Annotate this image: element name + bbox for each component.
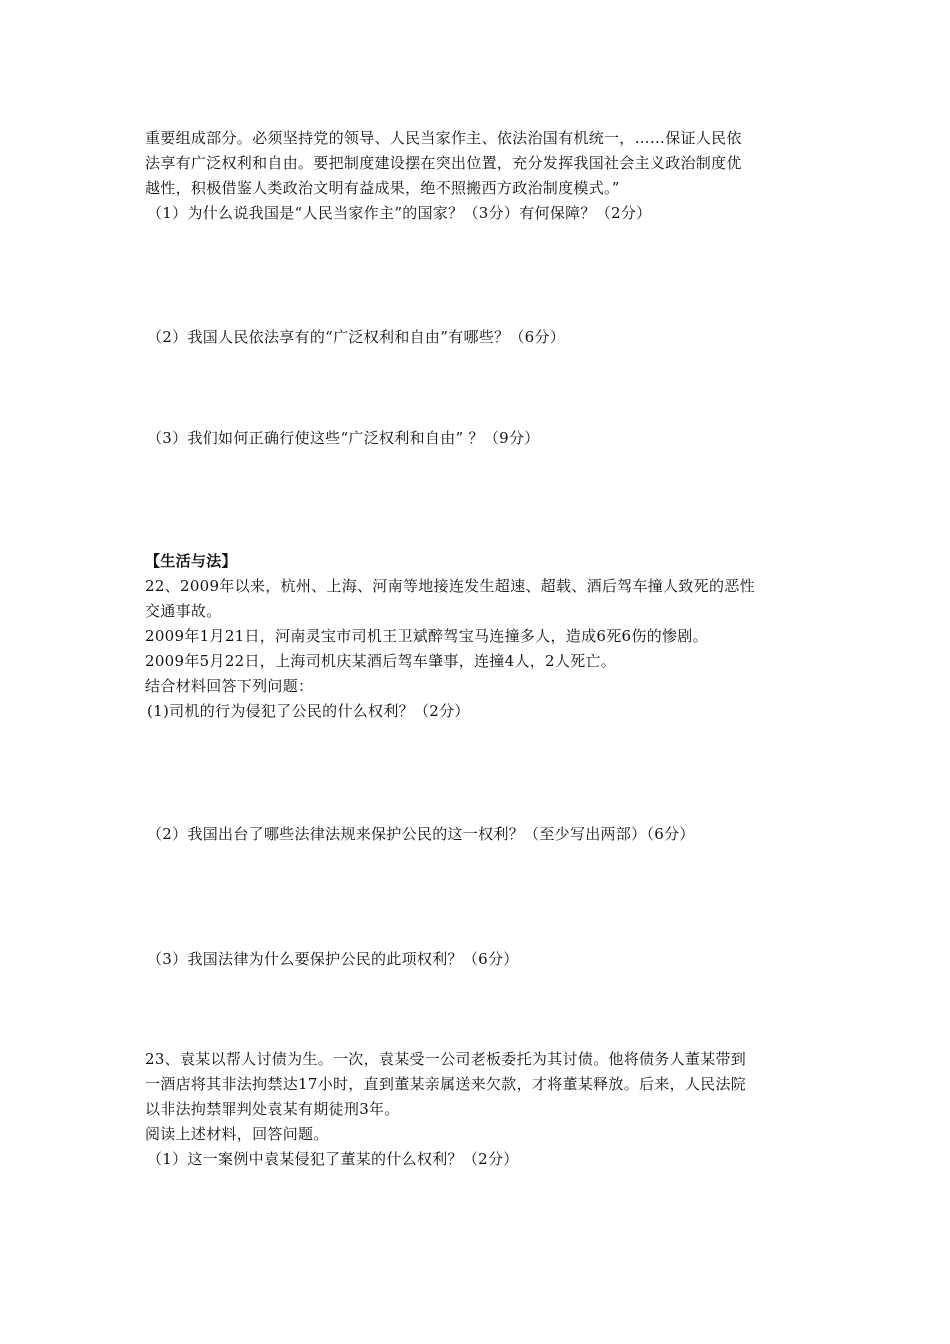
- q23-material-line-2: 一酒店将其非法拘禁达17小时，直到董某亲属送来欠款，才将董某释放。后来，人民法院: [145, 1075, 747, 1093]
- q21-sub1: （1）为什么说我国是“人民当家作主”的国家？（3分）有何保障？（2分）: [147, 204, 652, 222]
- q22-material-line-2: 交通事故。: [145, 602, 222, 620]
- q22-sub1: (1)司机的行为侵犯了公民的什么权利？（2分）: [147, 702, 470, 720]
- q23-material-line-4: 阅读上述材料，回答问题。: [145, 1125, 329, 1143]
- q23-material-line-3: 以非法拘禁罪判处袁某有期徒刑3年。: [145, 1100, 400, 1118]
- passage-line-1: 重要组成部分。必须坚持党的领导、人民当家作主、依法治国有机统一，……保证人民依: [145, 129, 742, 147]
- q22-material-line-1: 22、2009年以来，杭州、上海、河南等地接连发生超速、超载、酒后驾车撞人致死的恶性: [145, 577, 755, 595]
- q22-material-line-3: 2009年1月21日，河南灵宝市司机王卫斌醉驾宝马连撞多人，造成6死6伤的惨剧。: [145, 627, 708, 645]
- q22-material-line-5: 结合材料回答下列问题：: [145, 677, 314, 695]
- section-heading: 【生活与法】: [145, 552, 237, 570]
- passage-line-3: 越性，积极借鉴人类政治文明有益成果，绝不照搬西方政治制度模式。”: [145, 179, 620, 197]
- q23-sub1: （1）这一案例中袁某侵犯了董某的什么权利？（2分）: [147, 1150, 519, 1168]
- q21-sub3: （3）我们如何正确行使这些“广泛权利和自由” ？（9分）: [147, 429, 540, 447]
- passage-line-2: 法享有广泛权利和自由。要把制度建设摆在突出位置，充分发挥我国社会主义政治制度优: [145, 154, 742, 172]
- q22-sub3: （3）我国法律为什么要保护公民的此项权利？（6分）: [147, 950, 519, 968]
- q21-sub2: （2）我国人民依法享有的“广泛权利和自由”有哪些？（6分）: [147, 328, 566, 346]
- q22-material-line-4: 2009年5月22日，上海司机庆某酒后驾车肇事，连撞4人，2人死亡。: [145, 652, 617, 670]
- q23-material-line-1: 23、袁某以帮人讨债为生。一次，袁某受一公司老板委托为其讨债。他将债务人董某带到: [145, 1050, 747, 1068]
- q22-sub2: （2）我国出台了哪些法律法规来保护公民的这一权利？（至少写出两部）（6分）: [147, 825, 695, 843]
